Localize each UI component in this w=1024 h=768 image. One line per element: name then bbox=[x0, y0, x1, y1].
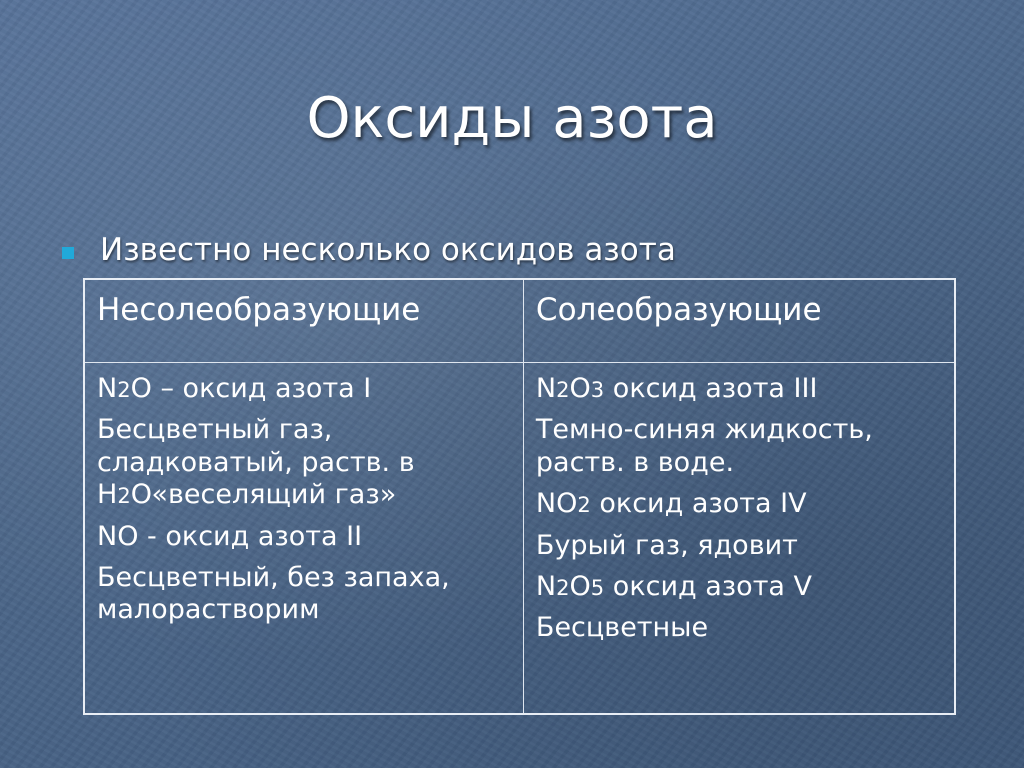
no-name: - оксид азота II bbox=[147, 520, 363, 552]
square-bullet-icon bbox=[62, 247, 74, 259]
n2o-name: оксид азота I bbox=[182, 373, 372, 404]
no2-line bbox=[536, 488, 944, 520]
table-header-row bbox=[84, 279, 955, 363]
no-description: Бесцветный, без запаха, малорастворим bbox=[97, 561, 450, 626]
n2o3-line bbox=[536, 373, 944, 405]
no-line bbox=[97, 521, 513, 553]
header-non-salt-forming: Несолеобразующие bbox=[84, 279, 523, 363]
n2o5-name: оксид азота V bbox=[612, 570, 813, 602]
n2o-description bbox=[97, 414, 513, 511]
oxides-table bbox=[83, 278, 956, 715]
n2o-description-text: Бесцветный газ, сладковатый, раств. в bbox=[97, 414, 415, 478]
header-salt-forming: Солеобразующие bbox=[523, 279, 955, 363]
no2-formula: NO2 bbox=[535, 488, 591, 520]
table-row bbox=[84, 363, 955, 715]
h2o-formula: H2O bbox=[97, 479, 152, 511]
no2-description: Бурый газ, ядовит bbox=[535, 529, 798, 561]
n2o5-line bbox=[536, 571, 944, 603]
n2o-formula: N2O bbox=[97, 373, 152, 404]
n2o3-name: оксид азота III bbox=[612, 373, 818, 404]
n2o5-description: Бесцветные bbox=[535, 612, 709, 644]
n2o3-description: Темно-синяя жидкость, раств. в воде. bbox=[535, 414, 873, 478]
n2o5-formula: N2O5 bbox=[535, 570, 605, 602]
n2o3-formula: N2O3 bbox=[535, 373, 605, 404]
bullet-item bbox=[62, 232, 676, 268]
n2o-nickname: «веселящий газ» bbox=[151, 479, 397, 511]
n2o-line: N2O – оксид азота I bbox=[97, 373, 372, 404]
salt-forming-cell bbox=[523, 363, 955, 715]
no-formula: NO bbox=[97, 520, 139, 552]
bullet-text: Известно несколько оксидов азота bbox=[100, 232, 676, 268]
non-salt-forming-cell bbox=[84, 363, 523, 715]
slide-title: Оксиды азота bbox=[306, 86, 718, 151]
no2-name: оксид азота IV bbox=[599, 488, 807, 520]
